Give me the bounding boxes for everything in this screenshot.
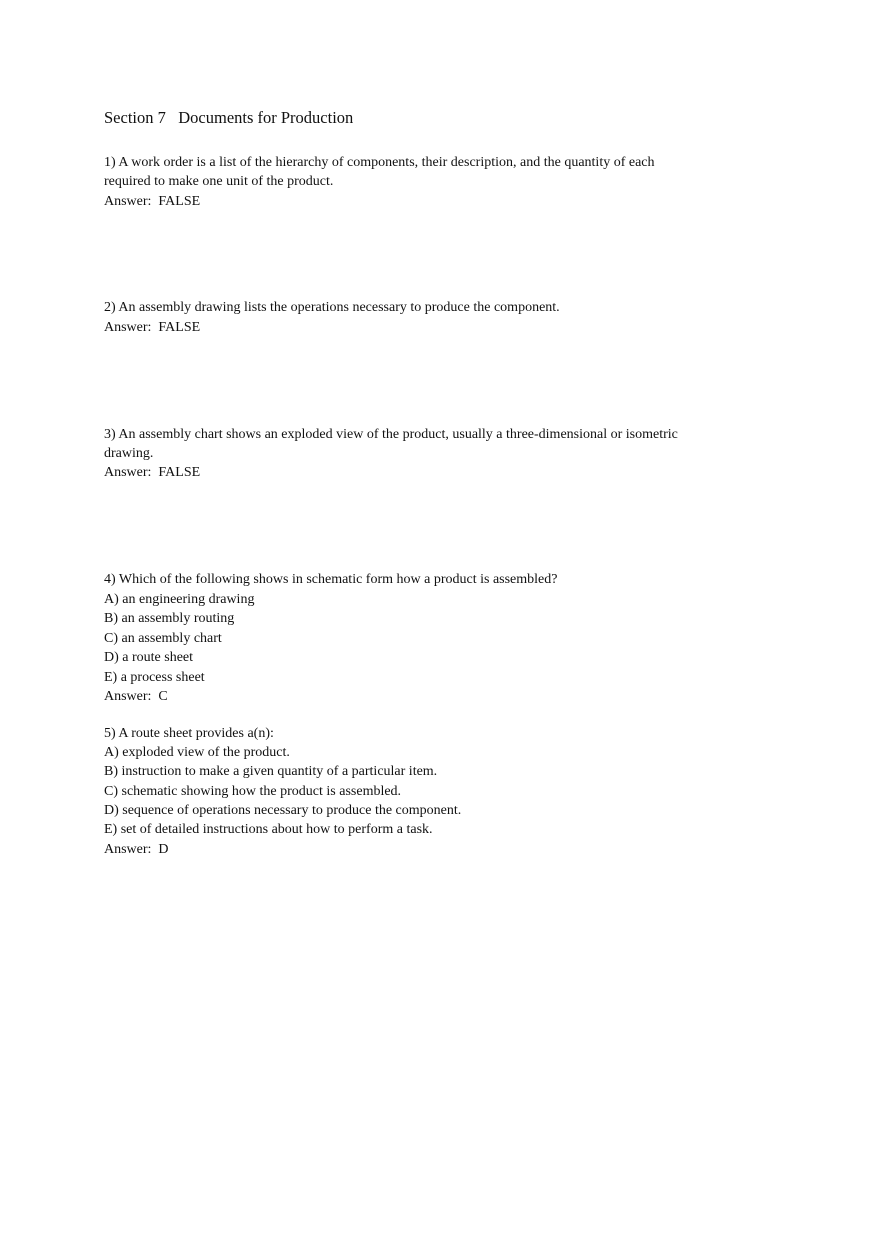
question-5-option-a: A) exploded view of the product. [104, 745, 290, 760]
question-3-text-line-1: 3) An assembly chart shows an exploded view of the product, usually a three-dimensional or isometric [104, 427, 678, 442]
question-5-option-d: D) sequence of operations necessary to produce the component. [104, 803, 462, 818]
question-4-option-c: C) an assembly chart [104, 631, 222, 646]
question-3-answer: Answer: FALSE [104, 465, 201, 480]
question-4-text-line-1: 4) Which of the following shows in schematic form how a product is assembled? [104, 572, 558, 587]
question-5-answer: Answer: D [104, 842, 169, 857]
question-5-option-e: E) set of detailed instructions about how to perform a task. [104, 822, 433, 837]
question-4-option-b: B) an assembly routing [104, 611, 235, 626]
question-4-answer: Answer: C [104, 689, 168, 704]
question-1-answer: Answer: FALSE [104, 194, 201, 209]
question-5-option-c: C) schematic showing how the product is assembled. [104, 784, 402, 799]
question-4-option-a: A) an engineering drawing [104, 592, 255, 607]
question-1-text-line-1: 1) A work order is a list of the hierarchy of components, their description, and the quantity of each [104, 155, 655, 170]
question-1-text-line-2: required to make one unit of the product. [104, 174, 334, 189]
question-3-text-line-2: drawing. [104, 446, 154, 461]
section-title: Section 7 Documents for Production [104, 108, 354, 127]
question-2-text-line-1: 2) An assembly drawing lists the operations necessary to produce the component. [104, 300, 560, 315]
question-2-answer: Answer: FALSE [104, 320, 201, 335]
question-5-text-line-1: 5) A route sheet provides a(n): [104, 726, 274, 741]
question-4-option-d: D) a route sheet [104, 650, 194, 665]
question-4-option-e: E) a process sheet [104, 670, 205, 685]
question-5-option-b: B) instruction to make a given quantity of a particular item. [104, 764, 438, 779]
